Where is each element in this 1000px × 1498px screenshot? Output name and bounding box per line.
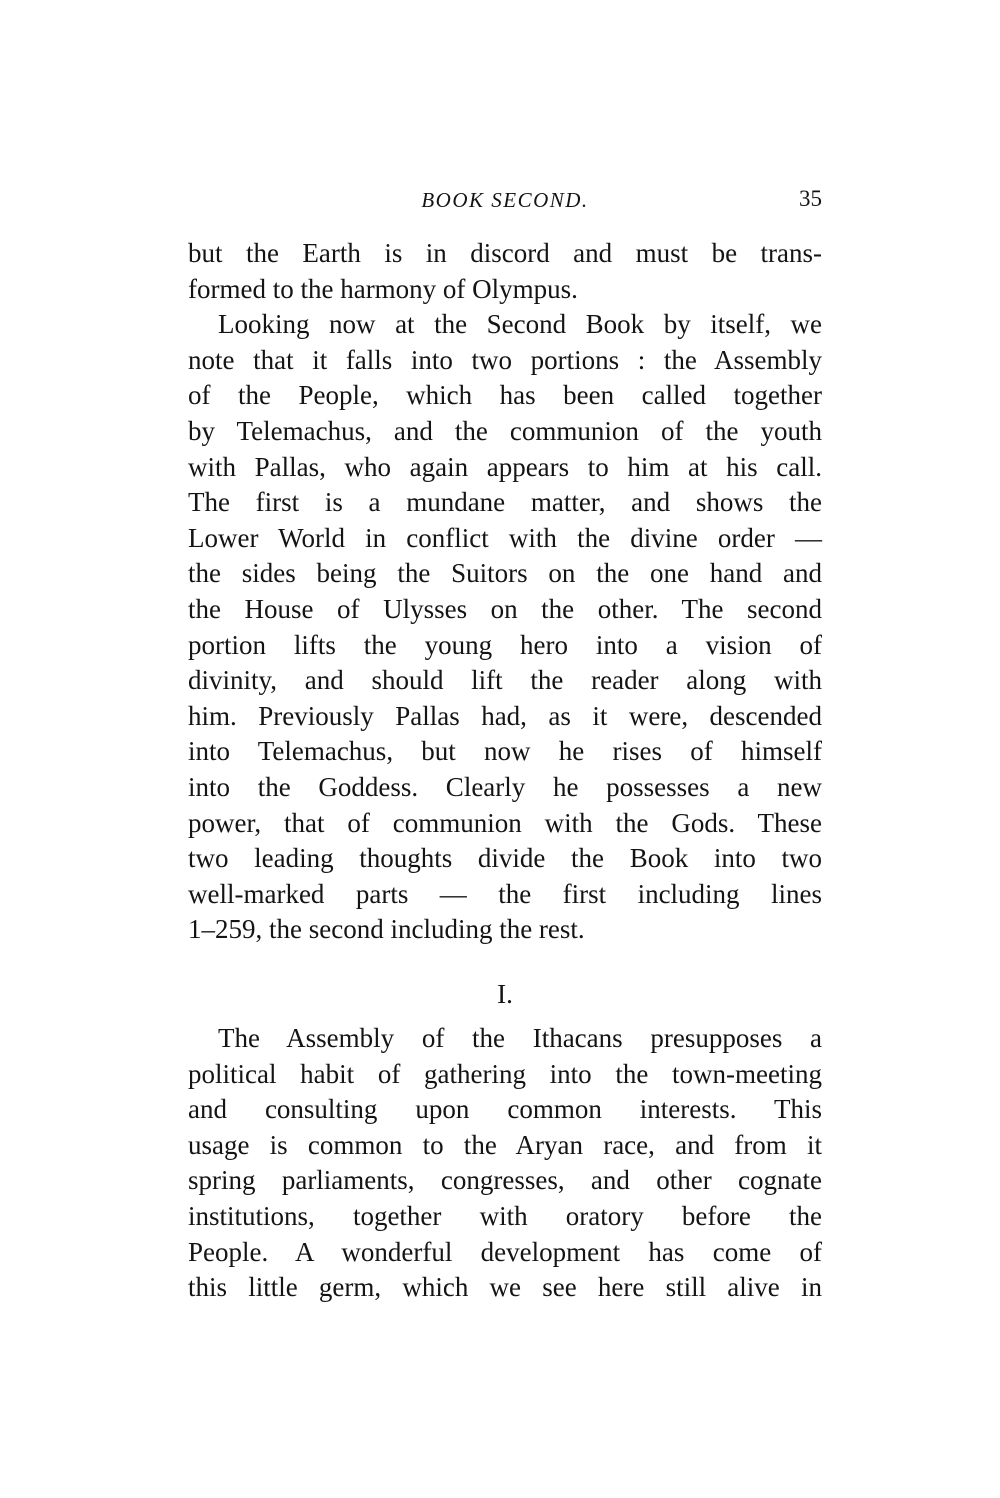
text-line: power, that of communion with the Gods. These (188, 807, 822, 838)
text-line: Lower World in conflict with the divine order — (188, 522, 822, 553)
text-line: institutions, together with oratory before the (188, 1200, 822, 1231)
body-text (188, 236, 822, 948)
text-line: usage is common to the Aryan race, and from it (188, 1129, 822, 1160)
section-text (188, 1021, 822, 1306)
running-head (188, 184, 822, 218)
text-line: the House of Ulysses on the other. The second (188, 593, 822, 624)
running-title: BOOK SECOND. (421, 188, 589, 212)
text-line: divinity, and should lift the reader along with (188, 665, 822, 696)
text-line: spring parliaments, congresses, and other cognate (188, 1165, 822, 1196)
text-line: formed to the harmony of Olympus. (188, 273, 578, 304)
text-line: The first is a mundane matter, and shows the (188, 487, 822, 518)
text-line: into the Goddess. Clearly he possesses a new (188, 771, 822, 802)
text-line: into Telemachus, but now he rises of himself (188, 736, 822, 767)
text-line: 1–259, the second including the rest. (188, 914, 585, 945)
text-line: Looking now at the Second Book by itself, we (218, 309, 822, 340)
text-line: him. Previously Pallas had, as it were, descended (188, 700, 822, 731)
text-line: and consulting upon common interests. This (188, 1094, 822, 1125)
text-line: political habit of gathering into the town-meeting (188, 1058, 822, 1089)
text-line: of the People, which has been called together (188, 380, 822, 411)
text-line: this little germ, which we see here still alive in (188, 1272, 822, 1303)
text-line: well-marked parts — the first including lines (188, 878, 822, 909)
text-line: by Telemachus, and the communion of the youth (188, 415, 822, 446)
text-line: People. A wonderful development has come of (188, 1236, 822, 1267)
page-number: 35 (799, 186, 822, 211)
text-line: but the Earth is in discord and must be trans- (188, 238, 822, 268)
text-line: The Assembly of the Ithacans presupposes a (218, 1023, 822, 1053)
text-line: two leading thoughts divide the Book into two (188, 843, 822, 874)
text-line: with Pallas, who again appears to him at his call. (188, 451, 822, 482)
section-heading: I. (497, 979, 513, 1009)
text-line: the sides being the Suitors on the one hand and (188, 558, 822, 589)
text-line: note that it falls into two portions : the Assembly (188, 344, 822, 375)
text-line: portion lifts the young hero into a vision of (188, 629, 822, 660)
